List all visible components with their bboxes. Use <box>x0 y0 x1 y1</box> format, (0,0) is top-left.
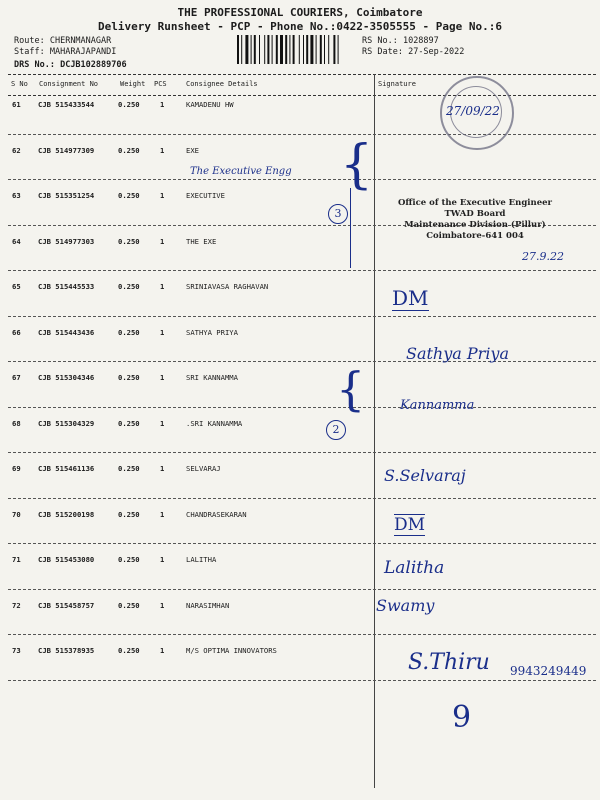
row-separator <box>8 407 596 408</box>
row-consignment-no: CJB 515378935 <box>38 646 95 655</box>
row-sno: 69 <box>12 464 21 473</box>
route-label: Route: <box>14 36 45 46</box>
office-stamp-line4: Coimbatore-641 004 <box>426 231 524 241</box>
rs-no-value: 1028897 <box>402 36 439 46</box>
row-sno: 64 <box>12 236 21 246</box>
row-sno: 61 <box>12 100 21 109</box>
row-consignee: KAMADENU HW <box>186 100 234 109</box>
row-pcs: 1 <box>160 646 165 655</box>
phone-73: 9943249449 <box>510 664 587 678</box>
staff-line <box>14 47 116 57</box>
barcode <box>236 35 354 64</box>
signature-73: S.Thiru <box>408 650 490 675</box>
row-weight: 0.250 <box>118 191 140 200</box>
handwritten-brace-bottom: { <box>336 362 366 416</box>
company-title: THE PROFESSIONAL COURIERS, Coimbatore <box>177 6 423 19</box>
row-consignment-no: CJB 515304329 <box>38 418 95 428</box>
staff-label: Staff: <box>14 47 45 57</box>
row-pcs: 1 <box>160 282 165 291</box>
row-sno: 71 <box>12 555 21 564</box>
signature-72: Swamy <box>376 596 435 615</box>
col-sno: S No <box>11 80 28 88</box>
runsheet-title: Delivery Runsheet - PCP - Phone No.:0422-3505555 - Page No.:6 <box>98 20 502 33</box>
office-stamp-line1: Office of the Executive Engineer <box>398 198 552 208</box>
row-pcs: 1 <box>160 373 165 382</box>
row-consignee: LALITHA <box>186 555 217 564</box>
row-consignee: SATHYA PRIYA <box>186 327 238 337</box>
rs-date-line <box>362 47 464 57</box>
signature-65: DM <box>392 286 429 310</box>
row-weight: 0.250 <box>118 464 140 473</box>
drs-value: DCJB102889706 <box>60 60 127 70</box>
row-consignee: NARASIMHAN <box>186 600 230 610</box>
row-pcs: 1 <box>160 327 165 337</box>
handwritten-count-2: 2 <box>326 420 346 440</box>
row-sno: 63 <box>12 191 21 200</box>
row-weight: 0.250 <box>118 600 140 610</box>
row-consignment-no: CJB 514977303 <box>38 236 95 246</box>
drs-line <box>14 60 127 70</box>
row-consignment-no: CJB 515453080 <box>38 555 95 564</box>
row-consignment-no: CJB 515351254 <box>38 191 95 200</box>
rs-date-value: 27-Sep-2022 <box>408 47 465 57</box>
handwritten-date-61: 27/09/22 <box>446 104 500 118</box>
row-consignee: SRI KANNAMMA <box>186 373 238 382</box>
row-separator <box>8 589 596 590</box>
row-consignment-no: CJB 515461136 <box>38 464 95 473</box>
row-sno: 65 <box>12 282 21 291</box>
row-consignee: THE EXE <box>186 236 217 246</box>
route-value: CHERNMANAGAR <box>49 36 112 46</box>
row-consignment-no: CJB 514977309 <box>38 145 95 155</box>
signature-69: S.Selvaraj <box>384 466 466 485</box>
row-pcs: 1 <box>160 418 165 428</box>
row-weight: 0.250 <box>118 236 140 246</box>
row-consignment-no: CJB 515445533 <box>38 282 95 291</box>
row-consignment-no: CJB 515443436 <box>38 327 95 337</box>
col-signature: Signature <box>378 80 416 88</box>
row-consignee: EXE <box>186 145 199 155</box>
office-stamp-line2: TWAD Board <box>444 209 506 219</box>
handwritten-bracket-line <box>350 188 355 268</box>
row-consignment-no: CJB 515458757 <box>38 600 95 610</box>
signature-66: Sathya Priya <box>406 344 510 363</box>
row-pcs: 1 <box>160 509 165 519</box>
row-consignee: M/S OPTIMA INNOVATORS <box>186 646 277 655</box>
row-pcs: 1 <box>160 145 165 155</box>
row-pcs: 1 <box>160 600 165 610</box>
col-consignment: Consignment No <box>39 80 99 88</box>
row-weight: 0.250 <box>118 373 140 382</box>
handwritten-brace-top: { <box>340 135 374 195</box>
row-separator <box>8 316 596 317</box>
handwritten-count-3: 3 <box>328 204 348 224</box>
route-line <box>14 36 111 46</box>
row-pcs: 1 <box>160 555 165 564</box>
row-separator <box>8 680 596 681</box>
row-weight: 0.250 <box>118 555 140 564</box>
signature-70: DM <box>394 515 426 535</box>
row-consignment-no: CJB 515433544 <box>38 100 95 109</box>
rs-no-label: RS No.: <box>362 36 398 46</box>
row-weight: 0.250 <box>118 646 140 655</box>
row-consignee: CHANDRASEKARAN <box>186 509 247 519</box>
drs-label: DRS No.: <box>14 60 55 70</box>
row-separator <box>8 452 596 453</box>
handwritten-note-62: The Executive Engg <box>190 166 292 177</box>
row-consignment-no: CJB 515200198 <box>38 509 95 519</box>
row-pcs: 1 <box>160 236 165 246</box>
col-pcs: PCS <box>154 80 167 88</box>
row-sno: 73 <box>12 646 21 655</box>
row-sno: 66 <box>12 327 21 337</box>
row-pcs: 1 <box>160 191 165 200</box>
row-separator <box>8 134 596 135</box>
row-separator <box>8 498 596 499</box>
office-stamp-line3: Maintenance Division (Pillur) <box>404 220 546 230</box>
row-separator <box>8 543 596 544</box>
row-pcs: 1 <box>160 100 165 109</box>
row-sno: 67 <box>12 373 21 382</box>
row-sno: 68 <box>12 418 21 428</box>
rs-no-line <box>362 36 439 46</box>
row-weight: 0.250 <box>118 282 140 291</box>
page-mark: 9 <box>452 700 472 735</box>
row-consignee: SELVARAJ <box>186 464 221 473</box>
row-pcs: 1 <box>160 464 165 473</box>
row-weight: 0.250 <box>118 418 140 428</box>
rs-date-label: RS Date: <box>362 47 403 57</box>
signature-71: Lalitha <box>384 558 445 578</box>
row-weight: 0.250 <box>118 327 140 337</box>
handwritten-date-64: 27.9.22 <box>522 250 564 263</box>
row-sno: 72 <box>12 600 21 610</box>
staff-value: MAHARAJAPANDI <box>49 47 117 57</box>
row-separator <box>8 179 596 180</box>
row-consignment-no: CJB 515304346 <box>38 373 95 382</box>
row-sno: 62 <box>12 145 21 155</box>
row-separator <box>8 634 596 635</box>
row-consignee: EXECUTIVE <box>186 191 225 200</box>
row-weight: 0.250 <box>118 509 140 519</box>
col-consignee: Consignee Details <box>186 80 258 88</box>
row-sno: 70 <box>12 509 21 519</box>
row-weight: 0.250 <box>118 145 140 155</box>
office-stamp <box>372 198 578 242</box>
signature-column-divider <box>374 74 375 788</box>
row-weight: 0.250 <box>118 100 140 109</box>
row-consignee: SRINIAVASA RAGHAVAN <box>186 282 269 291</box>
row-consignee: .SRI KANNAMMA <box>186 418 243 428</box>
signature-68: Kannamma <box>400 398 475 413</box>
row-separator <box>8 270 596 271</box>
col-weight: Weight <box>120 80 146 88</box>
